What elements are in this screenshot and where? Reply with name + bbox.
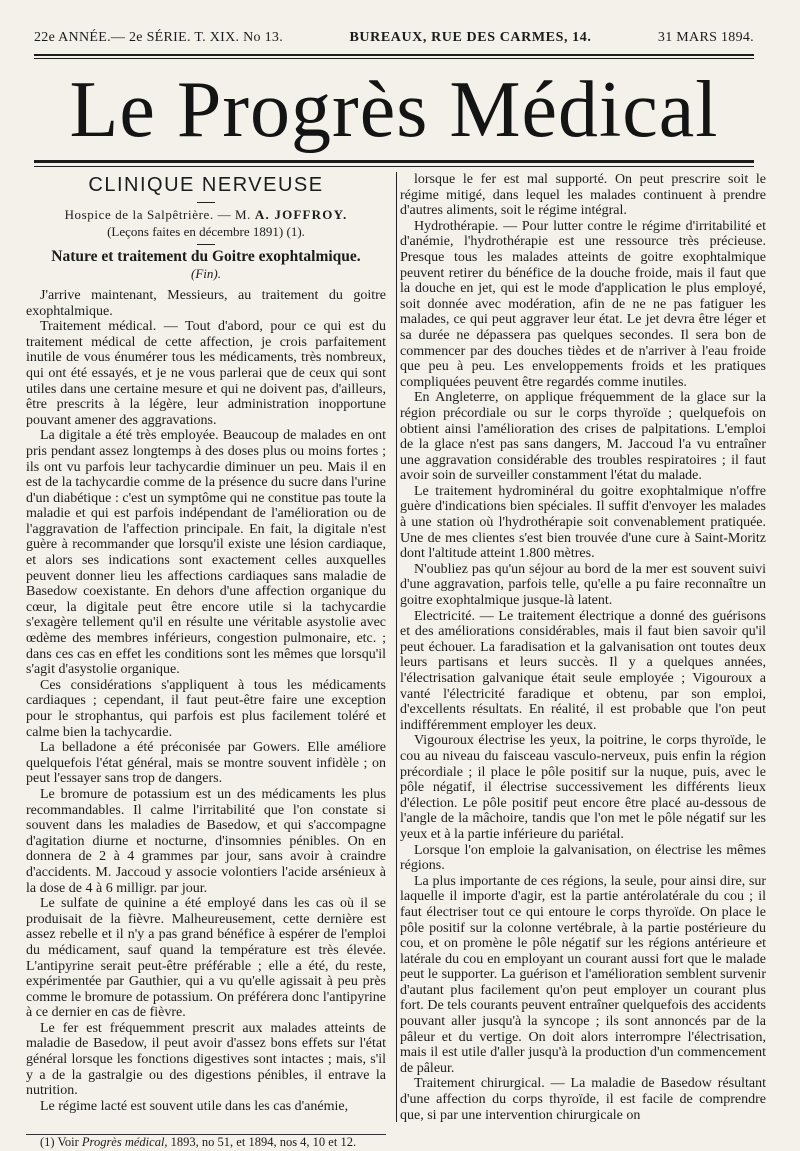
hospice-name: Hospice de la Salpêtrière. — M. (64, 206, 252, 222)
paragraph: La plus importante de ces régions, la seule, pour ainsi dire, sur laquelle il importe d'agir, est la partie antérolatérale du cou ; il faut électriser tout ce qui entoure le corps thyroïde. On place le pôle positif sur la colonne vertébrale, à la partie postérieure du cou, et on promène le pôle négatif sur les régions antérieure et latérale du cou en employant un courant aussi fort que le malade peut le supporter. La guérison et l'amélioration semblent survenir d'autant plus facilement qu'on peut employer un courant plus fort. De tels courants peuvent entraîner quelquefois des accidents pouvant aller jusqu'à la syncope ; ils sont annoncés par de la pâleur et du vertige. On doit alors interrompre l'électrisation, mais il est utile d'aller jusqu'à la production d'un commencement de pâleur. (400, 873, 766, 1076)
issue-info: 22e ANNÉE.— 2e SÉRIE. T. XIX. No 13. (34, 30, 284, 45)
paragraph: N'oubliez pas qu'un séjour au bord de la mer est souvent suivi d'une aggravation, parfois telle, qu'elle a pu faire reconnaître un goitre exophtalmique jusque-là latent. (400, 561, 766, 609)
paragraph: Traitement chirurgical. — La maladie de Basedow résultant d'une affection du corps thyroïde, il est facile de comprendre que, si par une intervention chirurgicale on (400, 1076, 766, 1123)
article-title: Nature et traitement du Goitre exophtalmique. (51, 247, 361, 265)
paragraph: En Angleterre, on applique fréquemment de la glace sur la région précordiale ou sur le corps thyroïde ; quelquefois on obtient ainsi l'amélioration des crises de palpitations. L'emploi de la glace n'est pas sans dangers, M. Jaccoud l'a vu entraîner une aggravation considérable des troubles respiratoires ; il faut avoir soin de surveiller constamment l'état du malade. (400, 390, 766, 484)
divider (197, 202, 215, 203)
footnote-prefix: (1) Voir (40, 1135, 79, 1150)
paragraph: Le fer est fréquemment prescrit aux malades atteints de maladie de Basedow, il peut avoir d'assez bons effets sur l'état général lorsque les fonctions digestives sont intactes ; mais, s'il y a de la gastralgie ou des digestions pénibles, il entrave la nutrition. (26, 1020, 386, 1099)
paragraph: Electricité. — Le traitement électrique a donné des guérisons et des améliorations considérables, mais il faut bien savoir qu'il peut échouer. La faradisation et la galvanisation ont toutes deux leurs partisans et leurs succès. Il y a quelques années, l'électrisation galvanique était seule employée ; Vigouroux a vanté l'électricité faradique et obtenu, par son emploi, d'excellents résultats. En réalité, il est probable que l'on peut indifféremment employer les deux. (400, 608, 766, 733)
paragraph: La belladone a été préconisée par Gowers. Elle améliore quelquefois l'état général, mais se montre souvent infidèle ; on peut l'essayer sans trop de dangers. (26, 740, 386, 787)
paragraph: La digitale a été très employée. Beaucoup de malades en ont pris pendant assez longtemps à des doses plus ou moins fortes ; ils ont vu parfois leur tachycardie diminuer un peu. Mais il en est de la tachycardie comme de la présence du sucre dans l'urine d'un diabétique : c'est un symptôme qui ne constitue pas toute la maladie et qui est parfois indépendant de l'amélioration ou de l'aggravation de l'affection principale. En fait, la digitale n'est guère à recommander que lorsqu'il existe une lésion cardiaque, et alors ses indications sont exactement celles auxquelles peuvent donner lieu les affections cardiaques sans maladie de Basedow coexistante. En dehors d'une affection organique du cœur, la digitale peut être encore utile si la tachycardie s'exagère tellement qu'il en résulte une véritable asystolie avec œdème des membres inférieurs, congestion pulmonaire, etc. ; dans ces cas en effet les conditions sont les mêmes que lorsqu'il s'agit d'asystolie organique. (26, 428, 386, 678)
footnote-refs: 1893, no 51, et 1894, nos 4, 10 et 12. (170, 1135, 357, 1150)
masthead-rule (34, 160, 754, 163)
paragraph: Le traitement hydrominéral du goitre exophtalmique n'offre guère d'indications bien spéciales. Il suffit d'envoyer les malades à une station où l'hydrothérapie soit convenablement pratiquée. Une de mes clientes s'est bien trouvée d'une cure à Saint-Moritz dont l'altitude atteint 1.800 mètres. (400, 483, 766, 562)
paragraph: Lorsque l'on emploie la galvanisation, on électrise les mêmes régions. (400, 842, 766, 874)
right-column (400, 172, 766, 1123)
divider (197, 244, 215, 245)
masthead-rule-thin (34, 166, 754, 167)
hospice-line (26, 207, 386, 223)
paragraph: Traitement médical. — Tout d'abord, pour ce qui est du traitement médical de cette affection, je crois parfaitement inutile de vous énumérer tous les médicaments, très nombreux, qui ont été essayés, et je ne vous parlerai que de ceux qui sont utiles dans une certaine mesure et qui ne doivent pas, d'ailleurs, être prescrits à la légère, leur administration inopportune pouvant amener des aggravations. (26, 319, 386, 428)
paragraph: Le bromure de potassium est un des médicaments les plus recommandables. Il calme l'irritabilité que l'on constate si souvent dans les maladies de Basedow, et qui s'accompagne d'agitation diurne et nocturne, d'insomnies pénibles. On en donnera de 2 à 4 grammes par jour, sans avoir à craindre d'accidents. M. Jaccoud y associe volontiers l'acide arsénieux à la dose de 4 à 6 milligr. par jour. (26, 786, 386, 896)
issue-date: 31 MARS 1894. (657, 30, 754, 45)
footnote-journal: Progrès médical, (81, 1135, 168, 1150)
paragraph: Le sulfate de quinine a été employé dans les cas où il se produisait de la fièvre. Malheureusement, cette dernière est assez rebelle et il n'y a pas grand bénéfice à espérer de l'emploi du médicament, sauf quand la température est très élevée. L'antipyrine serait peut-être préférable ; elle a été, du reste, expérimentée par Gauthier, qui a vu qu'elle agissait à peu près comme le bromure de potassium. On préférera donc l'antipyrine à ce dernier en cas de fièvre. (26, 896, 386, 1021)
author-name: A. JOFFROY. (254, 206, 348, 222)
column-divider (396, 172, 397, 1122)
lecture-note: (Leçons faites en décembre 1891) (1). (107, 224, 305, 240)
article-subtitle: (Fin). (191, 266, 221, 282)
footnote (26, 1135, 386, 1151)
paragraph: lorsque le fer est mal supporté. On peut prescrire soit le régime mitigé, dans lequel les malades continuent à prendre d'autres aliments, soit le régime intégral. (400, 172, 766, 219)
paragraph: Le régime lacté est souvent utile dans les cas d'anémie, (40, 1098, 349, 1114)
running-header (34, 30, 754, 46)
left-column (26, 172, 386, 1151)
header-rule-thin (34, 58, 754, 59)
section-title: CLINIQUE NERVEUSE (88, 174, 324, 196)
paragraph: Vigouroux électrise les yeux, la poitrine, le corps thyroïde, le cou au niveau du faisceau vasculo-nerveux, puis enfin la région précordiale ; il place le pôle positif sur la nuque, puis, avec le pôle négatif, il électrise successivement les différents lieux d'élection. Le pôle positif peut encore être placé au-dessous de l'angle de la mâchoire, tandis que l'on met le pôle négatif sur les yeux et à la partie inférieure du pariétal. (400, 733, 766, 842)
paragraph: Hydrothérapie. — Pour lutter contre le régime d'irritabilité et d'anémie, l'hydrothérapie est une ressource très précieuse. Presque tous les malades atteints de goitre exophtalmique peuvent retirer du bénéfice de la douche froide, mais il faut que la douche en jet, qui est le mode d'application le plus employé, soit donnée avec modération, afin de ne ne pas fatiguer les malades, ce qui peut aggraver leur état. Le jet devra être léger et sa durée ne dépassera pas quelques secondes. Il sera bon de commencer par des douches tièdes et de n'arriver à l'eau froide que peu à peu. Les enveloppements froids et les pratiques compliquées peuvent être regardés comme inutiles. (400, 218, 766, 390)
office-address: BUREAUX, RUE DES CARMES, 14. (349, 30, 592, 45)
paragraph: J'arrive maintenant, Messieurs, au traitement du goitre exophtalmique. (26, 287, 386, 319)
header-rule (34, 54, 754, 56)
masthead-title: Le Progrès Médical (69, 66, 719, 154)
paragraph: Ces considérations s'appliquent à tous les médicaments cardiaques ; cependant, il faut peut-être faire une exception pour le strophantus, qui parfois est plus facilement toléré et calme bien la tachycardie. (26, 677, 386, 740)
